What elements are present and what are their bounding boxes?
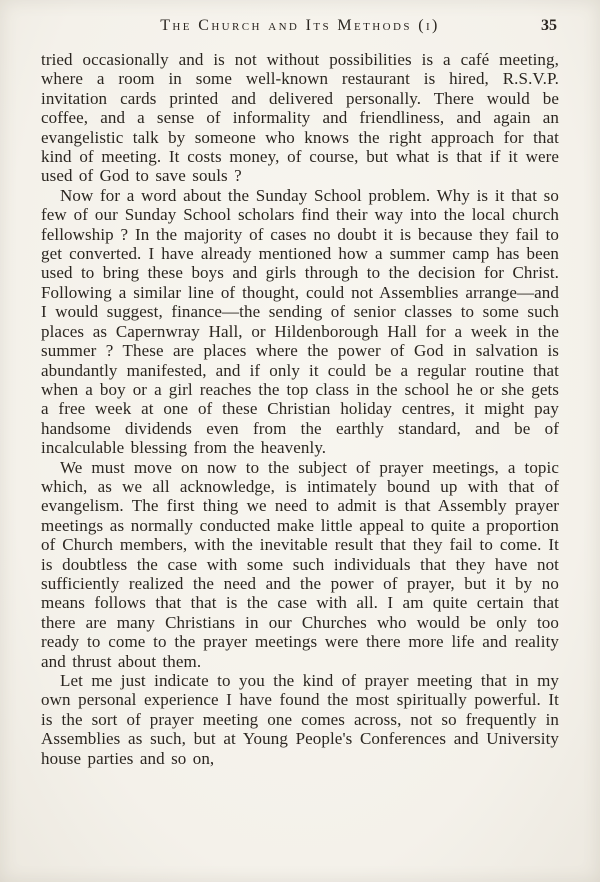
paragraph-2: Now for a word about the Sunday School problem. Why is it that so few of our Sunday School scholars find their way into the local church fellowship ? In the majority of cases no doubt it is because they fail to get converted. I have already mentioned how a summer camp has been used to bring these boys and girls through to the decision for Christ. Following a similar line of thought, could not Assemblies arrange—and I would suggest, finance—the sending of senior classes to some such places as Capernwray Hall, or Hildenborough Hall for a week in the summer ? These are places where the power of God in salvation is abundantly manifested, and if only it could be a regular routine that when a boy or a girl reaches the top class in the school he or she gets a free week at one of these Christian holiday centres, it might pay handsome dividends even from the earthly standard, and be of incalculable blessing from the heavenly. — [41, 185, 559, 458]
page-title: The Church and Its Methods (i) — [160, 17, 440, 34]
paragraph-3: We must move on now to the subject of prayer meetings, a topic which, as we all acknowledge, is intimately bound up with that of evangelism. The first thing we need to admit is that Assembly prayer meetings as normally conducted make little appeal to quite a proportion of Church members, with the inevitable result that they fail to come. It is doubtless the case with some such individuals that they have not sufficiently realized the need and the power of prayer, but it by no means follows that that is the case with all. I am quite certain that there are many Christians in our Churches who would be only too ready to come to the prayer meetings were there more life and reality and thrust about them. — [41, 457, 559, 671]
paragraph-4: Let me just indicate to you the kind of prayer meeting that in my own personal experience I have found the most spiritually powerful. It is the sort of prayer meeting one comes across, not so frequently in Assemblies as such, but at Young People's Conferences and University house parties and so on, — [41, 671, 559, 768]
running-header — [41, 16, 559, 36]
paragraph-1: tried occasionally and is not without possibilities is a café meeting, where a room in some well-known restaurant is hired, R.S.V.P. invitation cards printed and delivered personally. There would be coffee, and a sense of informality and friendliness, and again an evangelistic talk by someone who knows the right approach for that kind of meeting. It costs money, of course, but what is that if it were used of God to save souls ? — [41, 50, 559, 186]
page-number: 35 — [541, 17, 557, 34]
page-body — [41, 50, 559, 768]
